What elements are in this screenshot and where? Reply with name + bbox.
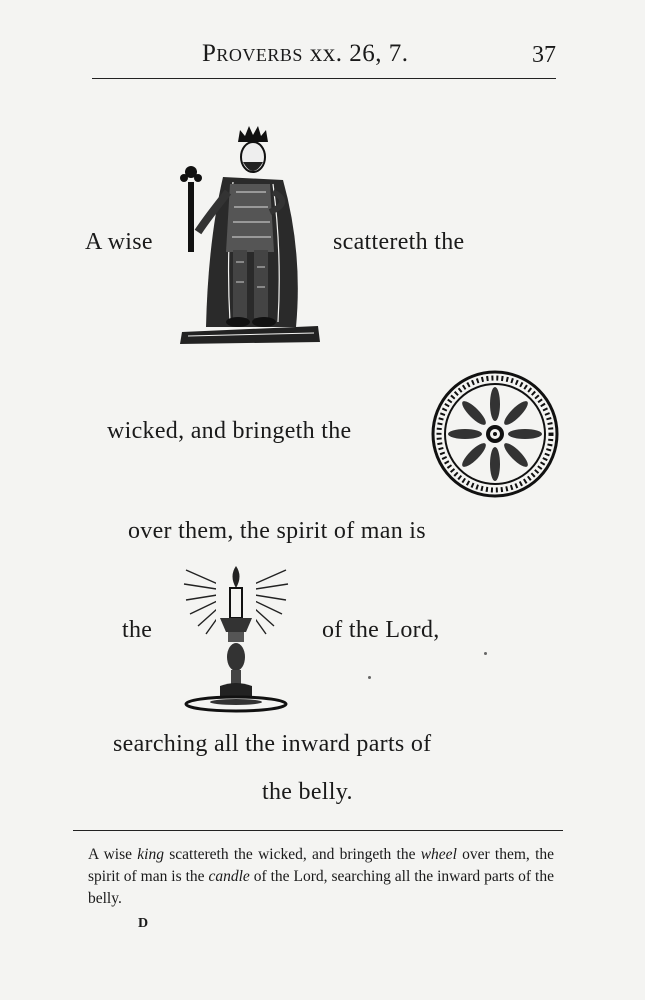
footnote-italic-candle: candle (208, 868, 250, 885)
footnote-italic-wheel: wheel (420, 846, 457, 863)
paper-speck (484, 652, 487, 655)
chapter-verse: xx. 26, 7. (309, 40, 409, 67)
rebus-line-1-end: scattereth the (333, 229, 465, 255)
page-number: 37 (532, 42, 556, 68)
running-head (92, 38, 556, 79)
signature-mark: D (138, 916, 149, 931)
paper-speck (368, 676, 371, 679)
wheel-icon (430, 369, 560, 499)
rebus-line-4-start: the (122, 617, 153, 643)
footnote-text (88, 844, 554, 910)
rebus-line-4-end: of the Lord, (322, 617, 440, 643)
rebus-line-3: over them, the spirit of man is (128, 518, 426, 544)
rebus-line-5: searching all the inward parts of (113, 731, 432, 757)
footnote-italic-king: king (137, 846, 164, 863)
king-woodcut-icon (178, 122, 323, 348)
rebus-line-1-start: A wise (85, 229, 153, 255)
footnote-part: scattereth the wicked, and bringeth the (163, 846, 421, 863)
rebus-line-6: the belly. (262, 779, 353, 805)
footnote-part: A wise (88, 846, 138, 863)
page-title (202, 40, 408, 68)
rebus-line-2: wicked, and bringeth the (107, 418, 352, 444)
footnote-rule (73, 830, 563, 831)
footnote-part: over them, the spirit of man is the (88, 846, 555, 885)
book-name: Proverbs (202, 40, 303, 67)
candle-icon (180, 562, 292, 720)
footnote-part: of the Lord, searching all the inward parts of the belly. (88, 868, 554, 907)
